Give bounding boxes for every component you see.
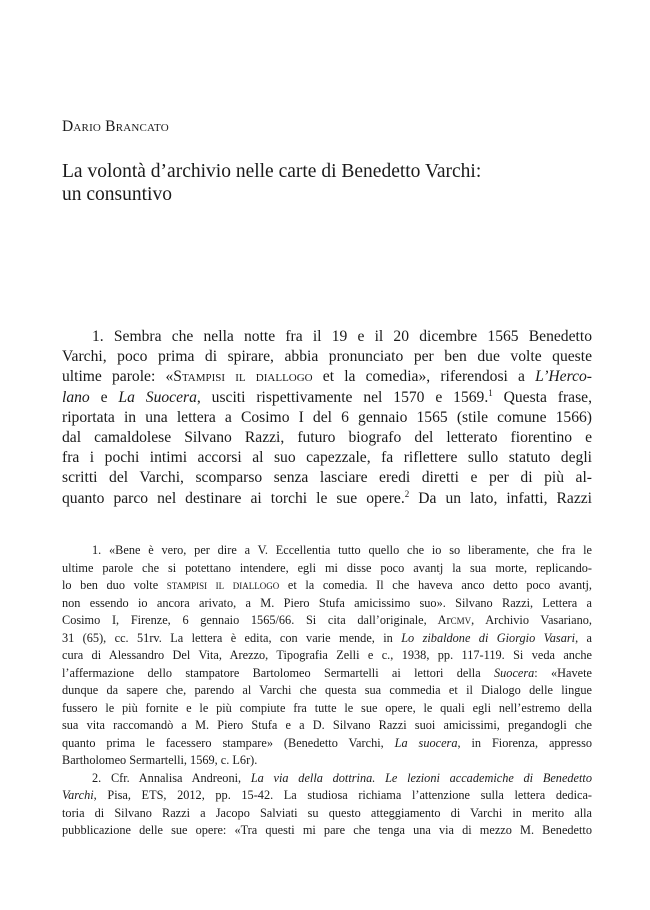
work-title: lano bbox=[62, 388, 90, 406]
body-line: scritti del Varchi, scomparso senza lasciare eredi diretti e per di più al- bbox=[62, 469, 592, 487]
text-run: e bbox=[89, 388, 119, 406]
footnote-line: sua vita raccomandò a M. Piero Stufa e a D. Silvano Razzi suoi amicissimi, pregandogli che bbox=[62, 718, 592, 732]
chapter-title bbox=[62, 160, 582, 206]
body-line bbox=[62, 489, 592, 509]
footnote-line: pubblicazione delle sue opere: «Tra questi mi pare che tenga una via di mezzo M. Benedetto bbox=[62, 823, 592, 837]
footnote-line bbox=[62, 770, 592, 788]
text-run: , usciti rispettivamente nel 1570 e 1569. bbox=[196, 388, 489, 406]
title-line: La volontà d’archivio nelle carte di Benedetto Varchi: bbox=[62, 161, 482, 182]
work-title: Varchi bbox=[62, 788, 94, 802]
title-line: un consuntivo bbox=[62, 184, 172, 205]
text-run: 31 (65), cc. 51rv. La lettera è edita, con varie mende, in bbox=[62, 630, 402, 645]
work-title: Suocera bbox=[494, 665, 535, 680]
author-name: Dario Brancato bbox=[62, 118, 169, 135]
footnote-ref[interactable]: 2 bbox=[404, 488, 410, 499]
text-run: Da un lato, infatti, Razzi bbox=[409, 489, 593, 507]
footnote-line bbox=[62, 612, 592, 630]
body-line: 1. Sembra che nella notte fra il 19 e il 20 dicembre 1565 Benedetto bbox=[92, 328, 592, 345]
footnote-ref[interactable]: 1 bbox=[488, 387, 493, 398]
footnote-line bbox=[62, 577, 592, 595]
small-caps-quote: stampisi il diallogo bbox=[166, 578, 280, 592]
text-run: l’affermazione dello stampatore Bartolomeo Sermartelli ai lettori della bbox=[62, 665, 494, 680]
footnote-line: toria di Silvano Razzi a Jacopo Salviati su questo atteggiamento di Varchi in merito alla bbox=[62, 805, 592, 820]
text-run: : «Havete bbox=[534, 665, 592, 680]
text-run: , in Fiorenza, appresso bbox=[457, 735, 593, 750]
text-run: quanto parco nel destinare ai torchi le sue opere. bbox=[62, 489, 405, 507]
footnote-line: ultime parole che si potettano intendere, egli mi disse poco avantj la sua morte, replicando- bbox=[62, 560, 592, 575]
work-title: La suocera bbox=[394, 735, 458, 750]
footnotes bbox=[62, 542, 592, 840]
text-run: , Pisa, ETS, 2012, pp. 15-42. La studiosa richiama l’attenzione sulla lettera dedica- bbox=[93, 788, 592, 802]
body-line: riportata in una lettera a Cosimo I del 6 gennaio 1565 (stile comune 1566) bbox=[62, 408, 592, 426]
footnote-line bbox=[62, 630, 592, 648]
text-run: , Archivio Vasariano, bbox=[471, 613, 592, 627]
body-line: dal camaldolese Silvano Razzi, futuro biografo del letterato fiorentino e bbox=[62, 428, 592, 446]
body-line: Varchi, poco prima di spirare, abbia pronunciato per ben due volte queste bbox=[62, 348, 592, 366]
footnote-line: Bartholomeo Sermartelli, 1569, c. L6r). bbox=[62, 753, 258, 767]
text-run: 2. Cfr. Annalisa Andreoni, bbox=[92, 770, 251, 785]
archive-siglum: cmv bbox=[450, 613, 472, 627]
footnote-line: fussero le più fornite e le più compiute fra tutte le sue opere, le quali egli nell’estremo della bbox=[62, 700, 592, 715]
footnote-line bbox=[62, 665, 592, 683]
text-run: quanto prima le facessero stampare» (Benedetto Varchi, bbox=[62, 735, 395, 750]
footnote-line: dunque da sapere che, parendo al Varchi che questa sua commedia et il Dialogo delle lingue bbox=[62, 683, 592, 697]
text-run: ultime parole: « bbox=[62, 368, 174, 386]
footnote-line bbox=[62, 735, 592, 753]
work-title: L’Herco- bbox=[535, 368, 592, 386]
text-run: lo ben duo volte bbox=[62, 578, 167, 592]
body-line bbox=[62, 388, 592, 408]
work-title: La Suocera bbox=[118, 388, 197, 406]
small-caps-quote: Stampisi il diallogo bbox=[173, 368, 313, 386]
text-run: Cosimo I, Firenze, 6 gennaio 1565/66. Si cita dall’originale, Ar bbox=[62, 613, 451, 627]
body-line: fra i pochi intimi accorsi al suo capezzale, fa riflettere sullo statuto degli bbox=[62, 449, 592, 467]
body-paragraph bbox=[62, 327, 592, 509]
text-run: et la comedia», riferendosi a bbox=[312, 368, 536, 386]
footnote-line bbox=[62, 787, 592, 805]
footnote-line: non essendo io ancora arivato, a M. Piero Stufa amicissimo suo». Silvano Razzi, Lettera a bbox=[62, 595, 592, 610]
work-title: La via della dottrina. Le lezioni accademiche di Benedetto bbox=[250, 770, 592, 785]
text-run: , a bbox=[575, 630, 593, 645]
body-line bbox=[62, 367, 592, 387]
text-run: et la comedia. Il che haveva anco detto poco avantj, bbox=[279, 578, 593, 592]
footnote-line: 1. «Bene è vero, per dire a V. Eccellentia tutto quello che io so liberamente, che fra le bbox=[92, 543, 592, 557]
work-title: Lo zibaldone di Giorgio Vasari bbox=[401, 630, 576, 645]
footnote-line: cura di Alessandro Del Vita, Arezzo, Tipografia Zelli e c., 1938, pp. 117-119. Si veda anche bbox=[62, 648, 592, 662]
text-run: Questa frase, bbox=[492, 388, 592, 406]
